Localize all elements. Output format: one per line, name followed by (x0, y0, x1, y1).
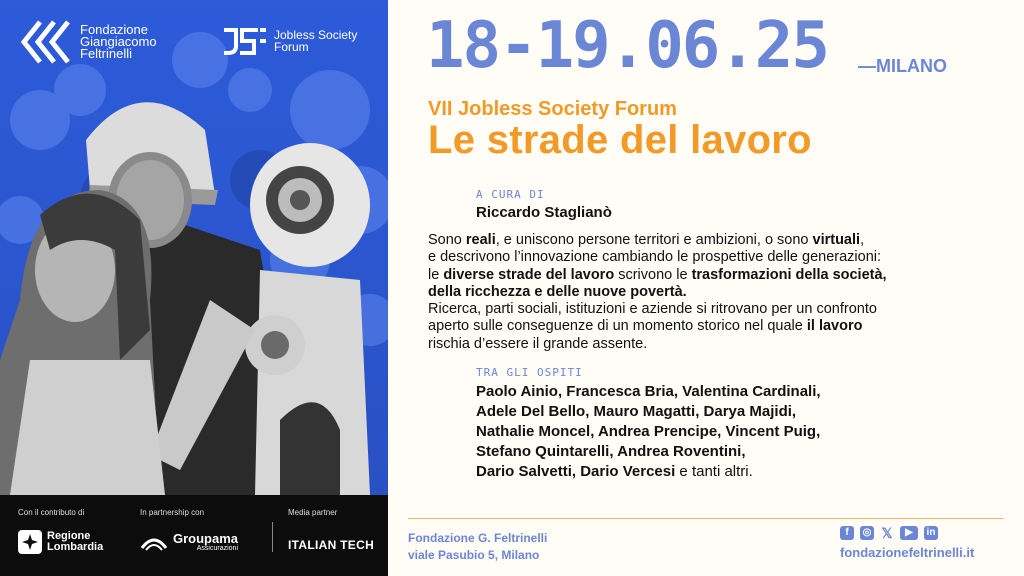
social-links (840, 526, 938, 540)
fondazione-feltrinelli-logo (18, 18, 157, 66)
guests-tail: e tanti altri. (675, 463, 753, 480)
event-description (428, 232, 1008, 353)
desc-line: Ricerca, parti sociali, istituzioni e aziende si ritrovano per un confronto (428, 301, 877, 318)
event-subtitle: VII Jobless Society Forum (428, 98, 677, 120)
footer-divider (408, 518, 1004, 519)
desc-text: le (428, 266, 444, 283)
linkedin-icon[interactable]: in (924, 526, 938, 540)
event-title: Le strade del lavoro (428, 118, 812, 162)
partnership-label: In partnership con (140, 508, 205, 517)
fondazione-line1: Fondazione (80, 22, 148, 37)
desc-bold: reali (465, 232, 496, 248)
desc-text: scrivono le (614, 266, 692, 283)
jobless-line1: Jobless Society (274, 28, 358, 42)
media-partner-label: Media partner (288, 508, 338, 517)
facebook-icon[interactable]: f (840, 526, 854, 540)
desc-text: , (860, 232, 865, 248)
desc-line: e descrivono l’innovazione cambiando le prospettive delle generazioni: (428, 249, 882, 266)
regione-line2: Lombardia (47, 541, 104, 553)
address-line2: viale Pasubio 5, Milano (408, 548, 540, 562)
event-date: 18-19.06.25 (426, 9, 828, 83)
guests-line: Adele Del Bello, Mauro Magatti, Darya Majidi, (476, 403, 797, 420)
guests-label: TRA GLI OSPITI (476, 366, 583, 379)
feltrinelli-mark-icon (18, 18, 74, 66)
guests-list (476, 382, 996, 482)
fondazione-line2: Giangiacomo (80, 34, 157, 49)
regione-lombardia-logo (18, 530, 103, 554)
desc-bold: il lavoro (806, 318, 863, 335)
curated-by-label: A CURA DI (476, 188, 545, 201)
jobless-society-forum-logo (222, 26, 357, 56)
desc-bold: diverse strade del lavoro (443, 266, 615, 283)
poster-image-panel (0, 0, 388, 576)
event-info-panel (388, 0, 1024, 576)
desc-bold: virtuali (812, 232, 861, 248)
desc-text: Sono (428, 232, 466, 248)
website-link[interactable]: fondazionefeltrinelli.it (840, 545, 975, 560)
regione-lombardia-icon (18, 530, 42, 554)
groupama-logo (140, 530, 238, 554)
desc-bold: trasformazioni della società, (691, 266, 887, 283)
x-icon[interactable]: 𝕏 (881, 525, 893, 541)
instagram-icon[interactable]: ◎ (860, 526, 874, 540)
desc-line: rischia d’essere il grande assente. (428, 335, 648, 352)
italian-tech-logo: ITALIAN TECH (288, 538, 375, 552)
fondazione-line3: Feltrinelli (80, 46, 133, 61)
groupama-icon (140, 530, 168, 554)
desc-bold: della ricchezza e delle nuove povertà. (428, 283, 687, 300)
groupama-sub: Assicurazioni (196, 545, 239, 552)
guests-line: Stefano Quintarelli, Andrea Roventini, (476, 443, 746, 460)
event-city: —MILANO (858, 56, 947, 76)
address-line1: Fondazione G. Feltrinelli (408, 531, 548, 545)
footer-address (408, 530, 547, 564)
desc-text: aperto sulle conseguenze di un momento storico nel quale (428, 318, 807, 335)
contributo-label: Con il contributo di (18, 508, 85, 517)
guests-line: Nathalie Moncel, Andrea Prencipe, Vincent Puig, (476, 423, 821, 440)
youtube-icon[interactable]: ▶ (900, 526, 918, 540)
groupama-name: Groupama (173, 531, 239, 546)
guests-line: Paolo Ainio, Francesca Bria, Valentina Cardinali, (476, 383, 821, 400)
jobless-line2: Forum (274, 40, 309, 54)
partners-divider (272, 522, 273, 552)
figures-illustration (0, 0, 388, 495)
desc-text: , e uniscono persone territori e ambizioni, o sono (495, 232, 813, 248)
regione-line1: Regione (47, 530, 91, 542)
curator-name: Riccardo Staglianò (476, 204, 612, 221)
jsf-mark-icon (222, 26, 268, 56)
guests-line: Dario Salvetti, Dario Vercesi (476, 463, 676, 480)
